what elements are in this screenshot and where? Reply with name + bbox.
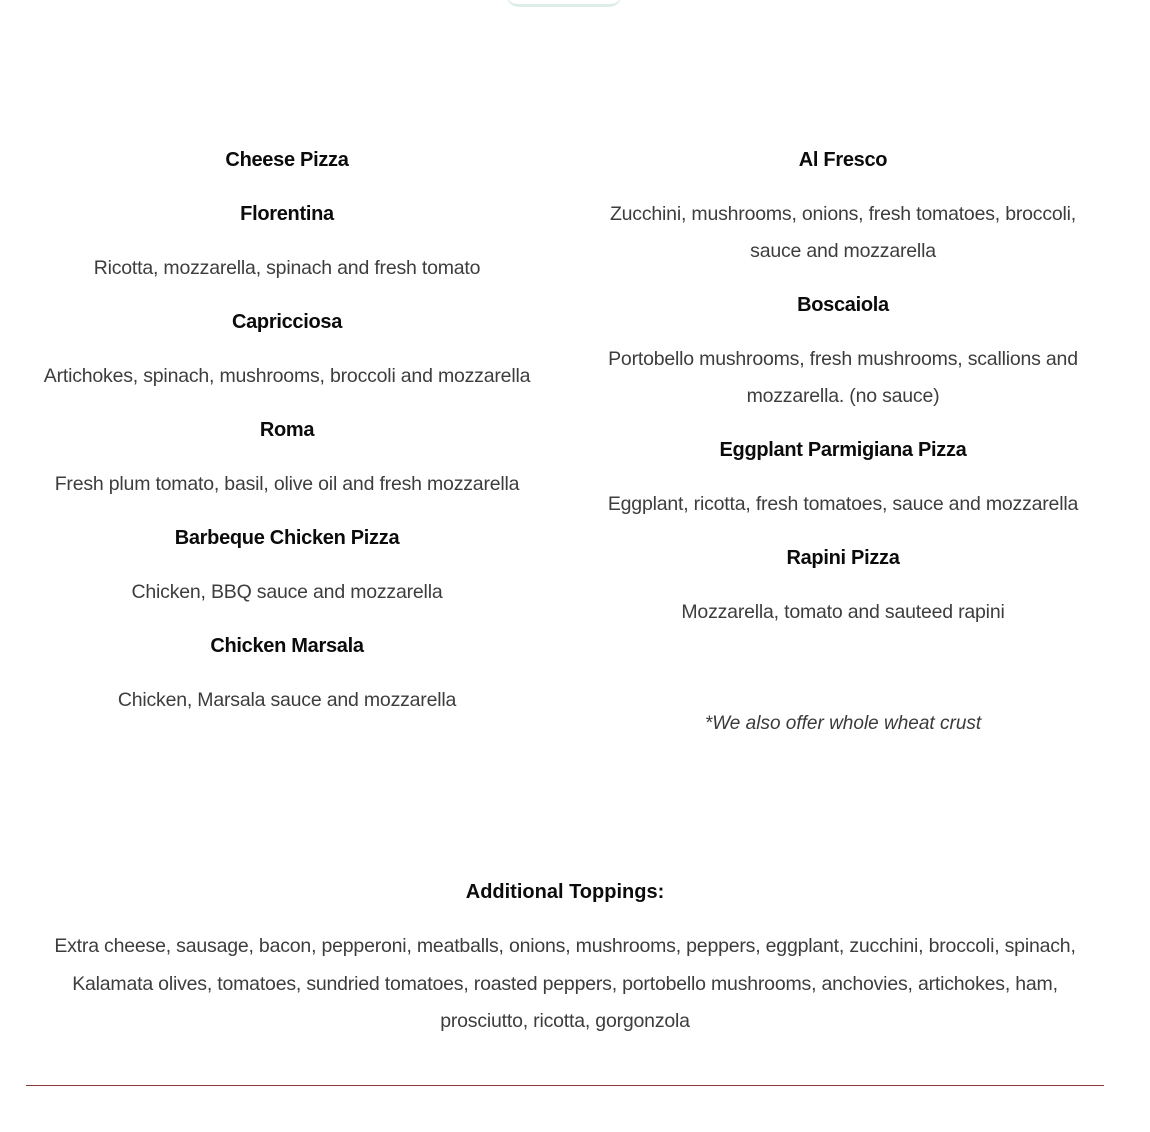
- menu-item-description: Chicken, BBQ sauce and mozzarella: [131, 581, 443, 603]
- toppings-list: Extra cheese, sausage, bacon, pepperoni, meatballs, onions, mushrooms, peppers, eggplant, zucchini, broccoli, spinach, Kalamata olives, tomatoes, sundried tomatoes, roasted peppers, portobello mushrooms, anchovies, artichokes, ham, prosciutto, ricotta, gorgonzola: [54, 935, 1076, 1032]
- menu-item-name: Rapini Pizza: [786, 547, 900, 569]
- section-divider: [26, 1085, 1104, 1086]
- menu-item-name: Al Fresco: [798, 149, 888, 171]
- menu-item: [30, 142, 544, 179]
- menu-item-name: Boscaiola: [797, 294, 889, 316]
- menu-item: [588, 287, 1098, 415]
- menu-item-description: Fresh plum tomato, basil, olive oil and fresh mozzarella: [54, 473, 520, 495]
- toppings-title: Additional Toppings:: [465, 881, 665, 903]
- menu-item-description: Eggplant, ricotta, fresh tomatoes, sauce and mozzarella: [607, 493, 1079, 515]
- menu-item-name: Capricciosa: [231, 311, 343, 333]
- menu-item: [30, 304, 544, 395]
- menu-item: [588, 142, 1098, 270]
- menu-item-name: Cheese Pizza: [225, 149, 349, 171]
- menu-item-name: Chicken Marsala: [210, 635, 364, 657]
- menu-item-description: Artichokes, spinach, mushrooms, broccoli and mozzarella: [43, 365, 531, 387]
- menu-item: [30, 196, 544, 287]
- whole-wheat-note: *We also offer whole wheat crust: [704, 713, 982, 734]
- menu-item-name: Roma: [259, 419, 315, 441]
- menu-item-name: Barbeque Chicken Pizza: [174, 527, 400, 549]
- menu-item-description: Mozzarella, tomato and sauteed rapini: [681, 601, 1005, 623]
- decorative-fragment: [506, 0, 622, 7]
- menu-column-left: [30, 142, 544, 736]
- menu-item: [30, 520, 544, 611]
- menu-item-name: Eggplant Parmigiana Pizza: [719, 439, 967, 461]
- menu-item-description: Zucchini, mushrooms, onions, fresh tomatoes, broccoli, sauce and mozzarella: [609, 203, 1077, 262]
- menu-item: [588, 432, 1098, 523]
- menu-item: [30, 628, 544, 719]
- menu-column-right: [588, 142, 1098, 761]
- menu-item: [30, 412, 544, 503]
- additional-toppings-section: [30, 874, 1100, 1041]
- menu-item-name: Florentina: [240, 203, 334, 225]
- menu-item: [588, 540, 1098, 631]
- menu-item-description: Ricotta, mozzarella, spinach and fresh tomato: [93, 257, 481, 279]
- menu-item-description: Portobello mushrooms, fresh mushrooms, scallions and mozzarella. (no sauce): [608, 348, 1078, 407]
- menu-item-description: Chicken, Marsala sauce and mozzarella: [117, 689, 457, 711]
